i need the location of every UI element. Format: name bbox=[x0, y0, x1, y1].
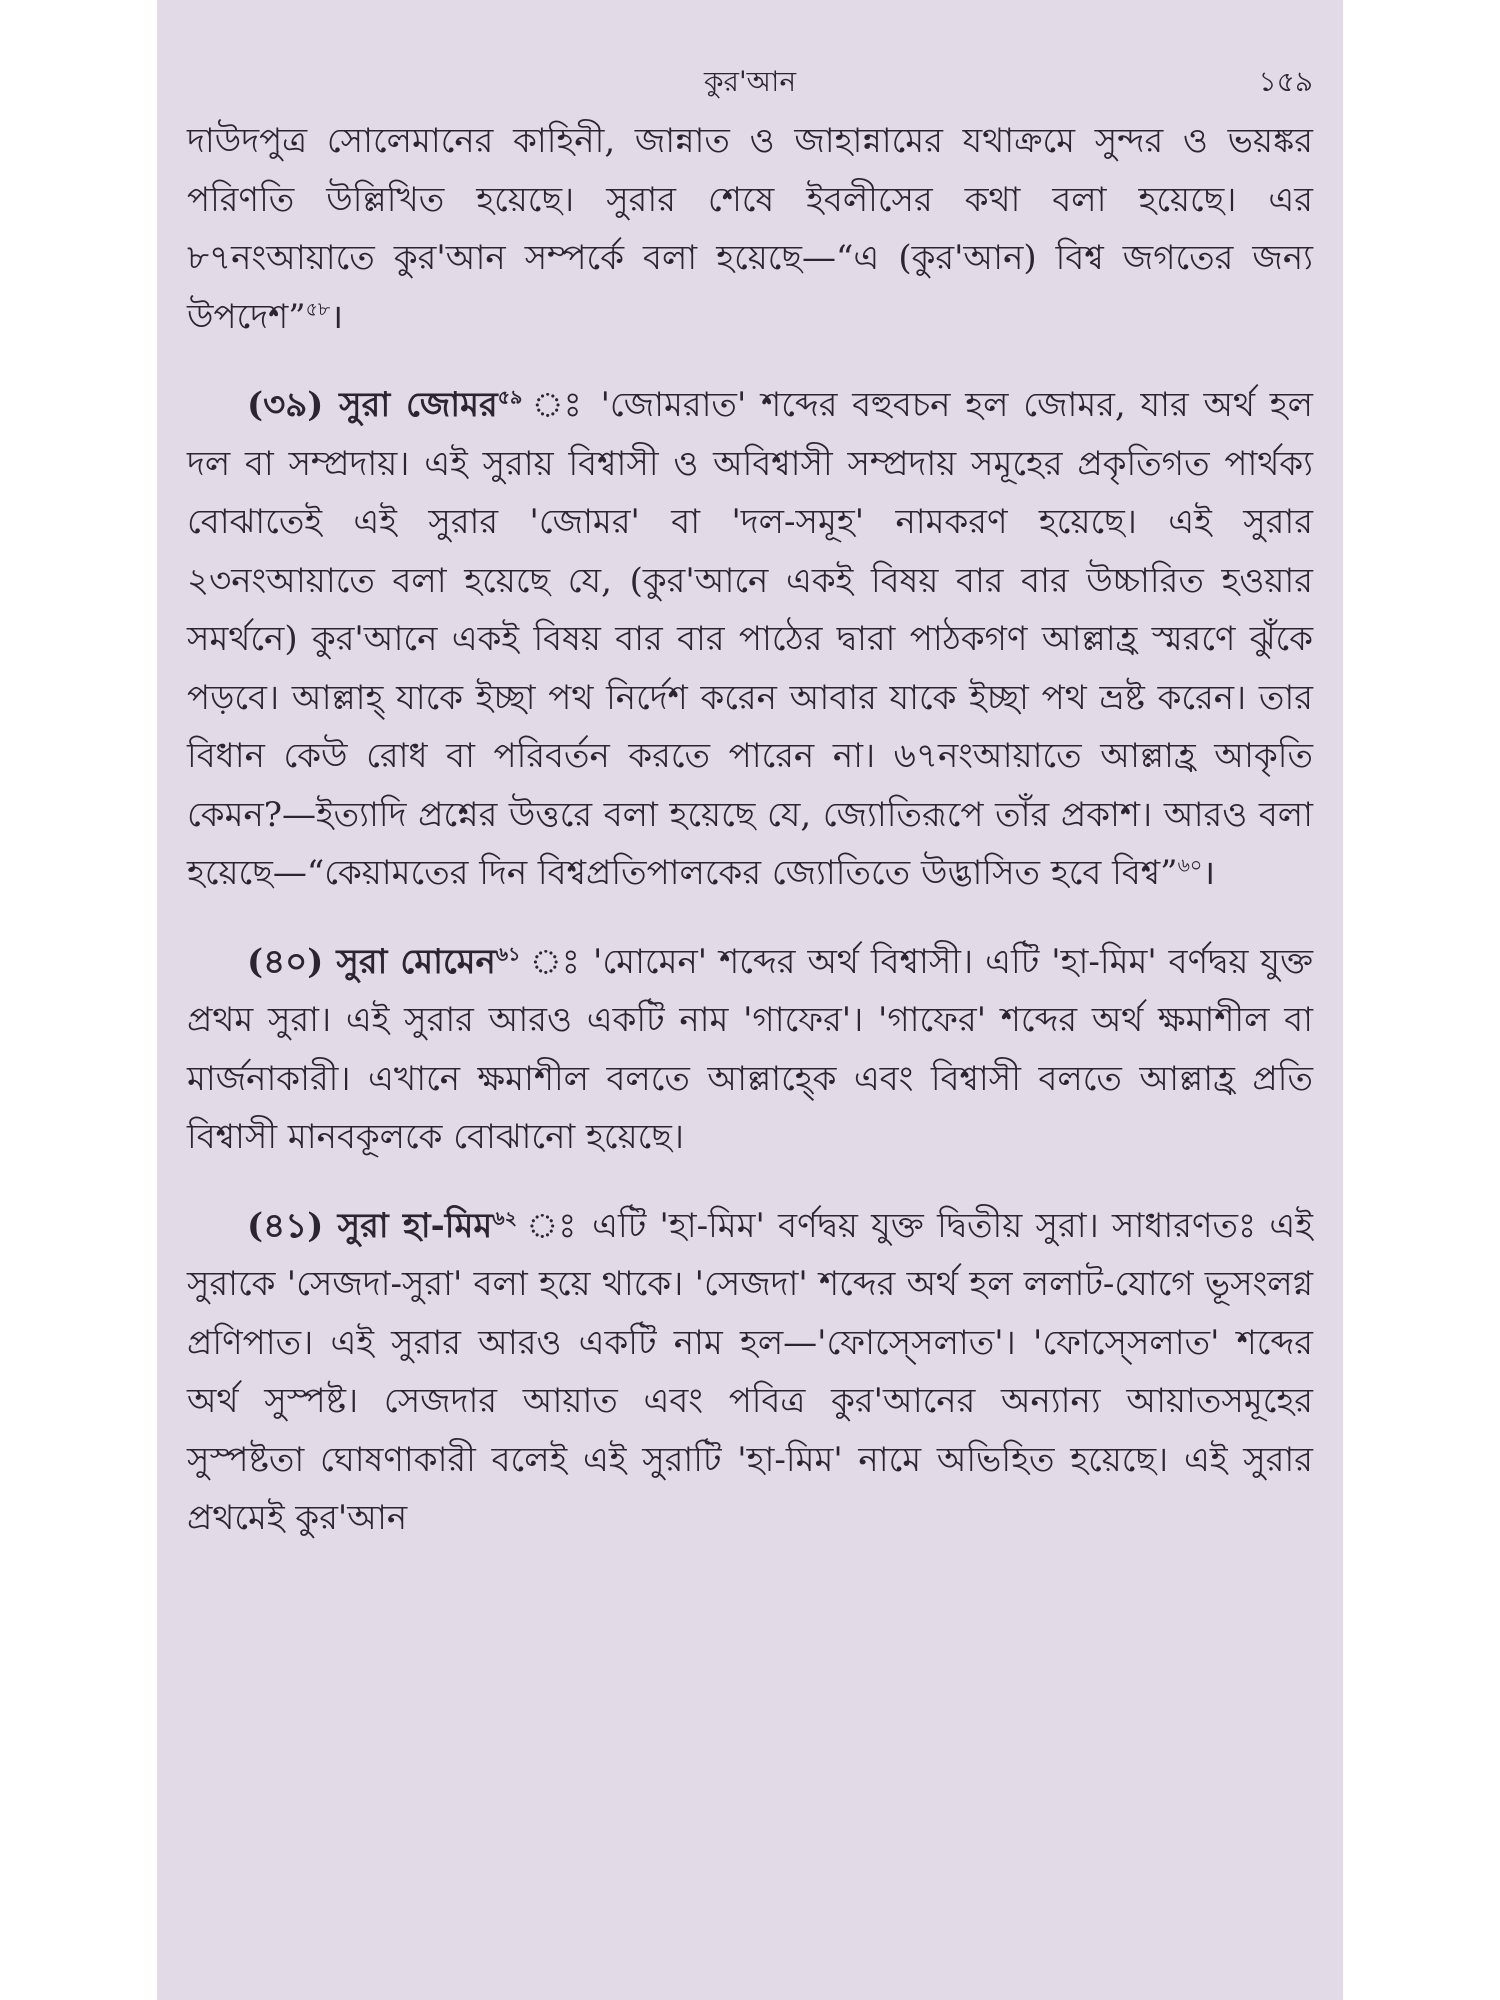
paragraph-end: । bbox=[1202, 853, 1216, 893]
paragraph-text: দাউদপুত্র সোলেমানের কাহিনী, জান্নাত ও জাহান্নামের যথাক্রমে সুন্দর ও ভয়ঙ্কর পরিণতি উল্লিখিত হয়েছে। সুরার শেষে ইবলীসের কথা বলা হয়েছে। এর ৮৭নংআয়াতে কুর'আন সম্পর্কে বলা হয়েছে—“এ (কুর'আন) বিশ্ব জগতের জন্য উপদেশ” bbox=[187, 121, 1313, 337]
running-title: কুর'আন bbox=[703, 65, 797, 98]
page-number: ১৫৯ bbox=[1258, 65, 1313, 98]
paragraph-text: ঃ এটি 'হা-মিম' বর্ণদ্বয় যুক্ত দ্বিতীয় সুরা। সাধারণতঃ এই সুরাকে 'সেজদা-সুরা' বলা হয়ে থাকে। 'সেজদা' শব্দের অর্থ হল ললাট-যোগে ভূসংলগ্ন প্রণিপাত। এই সুরার আরও একটি নাম হল—'ফোস্সেলাত'। 'ফোস্সেলাত' শব্দের অর্থ সুস্পষ্ট। সেজদার আয়াত এবং পবিত্র কুর'আনের অন্যান্য আয়াতসমূহের সুস্পষ্টতা ঘোষণাকারী বলেই এই সুরাটি 'হা-মিম' নামে অভিহিত হয়েছে। এই সুরার প্রথমেই কুর'আন bbox=[187, 1205, 1313, 1538]
sura-heading: (৪১) সুরা হা-মিম bbox=[247, 1205, 493, 1246]
paragraph-text: ঃ 'মোমেন' শব্দের অর্থ বিশ্বাসী। এটি 'হা-মিম' বর্ণদ্বয় যুক্ত প্রথম সুরা। এই সুরার আরও একটি নাম 'গাফের'। 'গাফের' শব্দের অর্থ ক্ষমাশীল বা মার্জনাকারী। এখানে ক্ষমাশীল বলতে আল্লাহ্কে এবং বিশ্বাসী বলতে আল্লাহ্র প্রতি বিশ্বাসী মানবকূলকে বোঝানো হয়েছে। bbox=[187, 941, 1313, 1157]
footnote-ref: ৫৮ bbox=[305, 298, 331, 321]
running-header bbox=[187, 62, 1313, 102]
sura-heading: (৩৯) সুরা জোমর bbox=[247, 385, 498, 425]
footnote-ref: ৬১ bbox=[495, 943, 521, 966]
footnote-ref: ৬০ bbox=[1177, 854, 1203, 877]
footnote-ref: ৫৯ bbox=[497, 386, 523, 409]
body-text bbox=[187, 112, 1313, 1548]
footnote-ref: ৬২ bbox=[492, 1207, 517, 1230]
paragraph-continuation bbox=[187, 112, 1313, 346]
paragraph-text: ঃ 'জোমরাত' শব্দের বহুবচন হল জোমর, যার অর্থ হল দল বা সম্প্রদায়। এই সুরায় বিশ্বাসী ও অবিশ্বাসী সম্প্রদায় সমূহের প্রকৃতিগত পার্থক্য বোঝাতেই এই সুরার 'জোমর' বা 'দল-সমূহ' নামকরণ হয়েছে। এই সুরার ২৩নংআয়াতে বলা হয়েছে যে, (কুর'আনে একই বিষয় বার বার উচ্চারিত হওয়ার সমর্থনে) কুর'আনে একই বিষয় বার বার পাঠের দ্বারা পাঠকগণ আল্লাহ্র স্মরণে ঝুঁকে পড়বে। আল্লাহ্ যাকে ইচ্ছা পথ নির্দেশ করেন আবার যাকে ইচ্ছা পথ ভ্রষ্ট করেন। তার বিধান কেউ রোধ বা পরিবর্তন করতে পারেন না। ৬৭নংআয়াতে আল্লাহ্র আকৃতি কেমন?—ইত্যাদি প্রশ্নের উত্তরে বলা হয়েছে যে, জ্যোতিরূপে তাঁর প্রকাশ। আরও বলা হয়েছে—“কেয়ামতের দিন বিশ্বপ্রতিপালকের জ্যোতিতে উদ্ভাসিত হবে বিশ্ব” bbox=[187, 385, 1313, 893]
paragraph-sura-39 bbox=[187, 376, 1313, 903]
book-page bbox=[157, 0, 1343, 2000]
paragraph-sura-40 bbox=[187, 933, 1313, 1167]
paragraph-sura-41 bbox=[187, 1197, 1313, 1548]
sura-heading: (৪০) সুরা মোমেন bbox=[247, 941, 496, 982]
paragraph-end: । bbox=[330, 296, 344, 337]
